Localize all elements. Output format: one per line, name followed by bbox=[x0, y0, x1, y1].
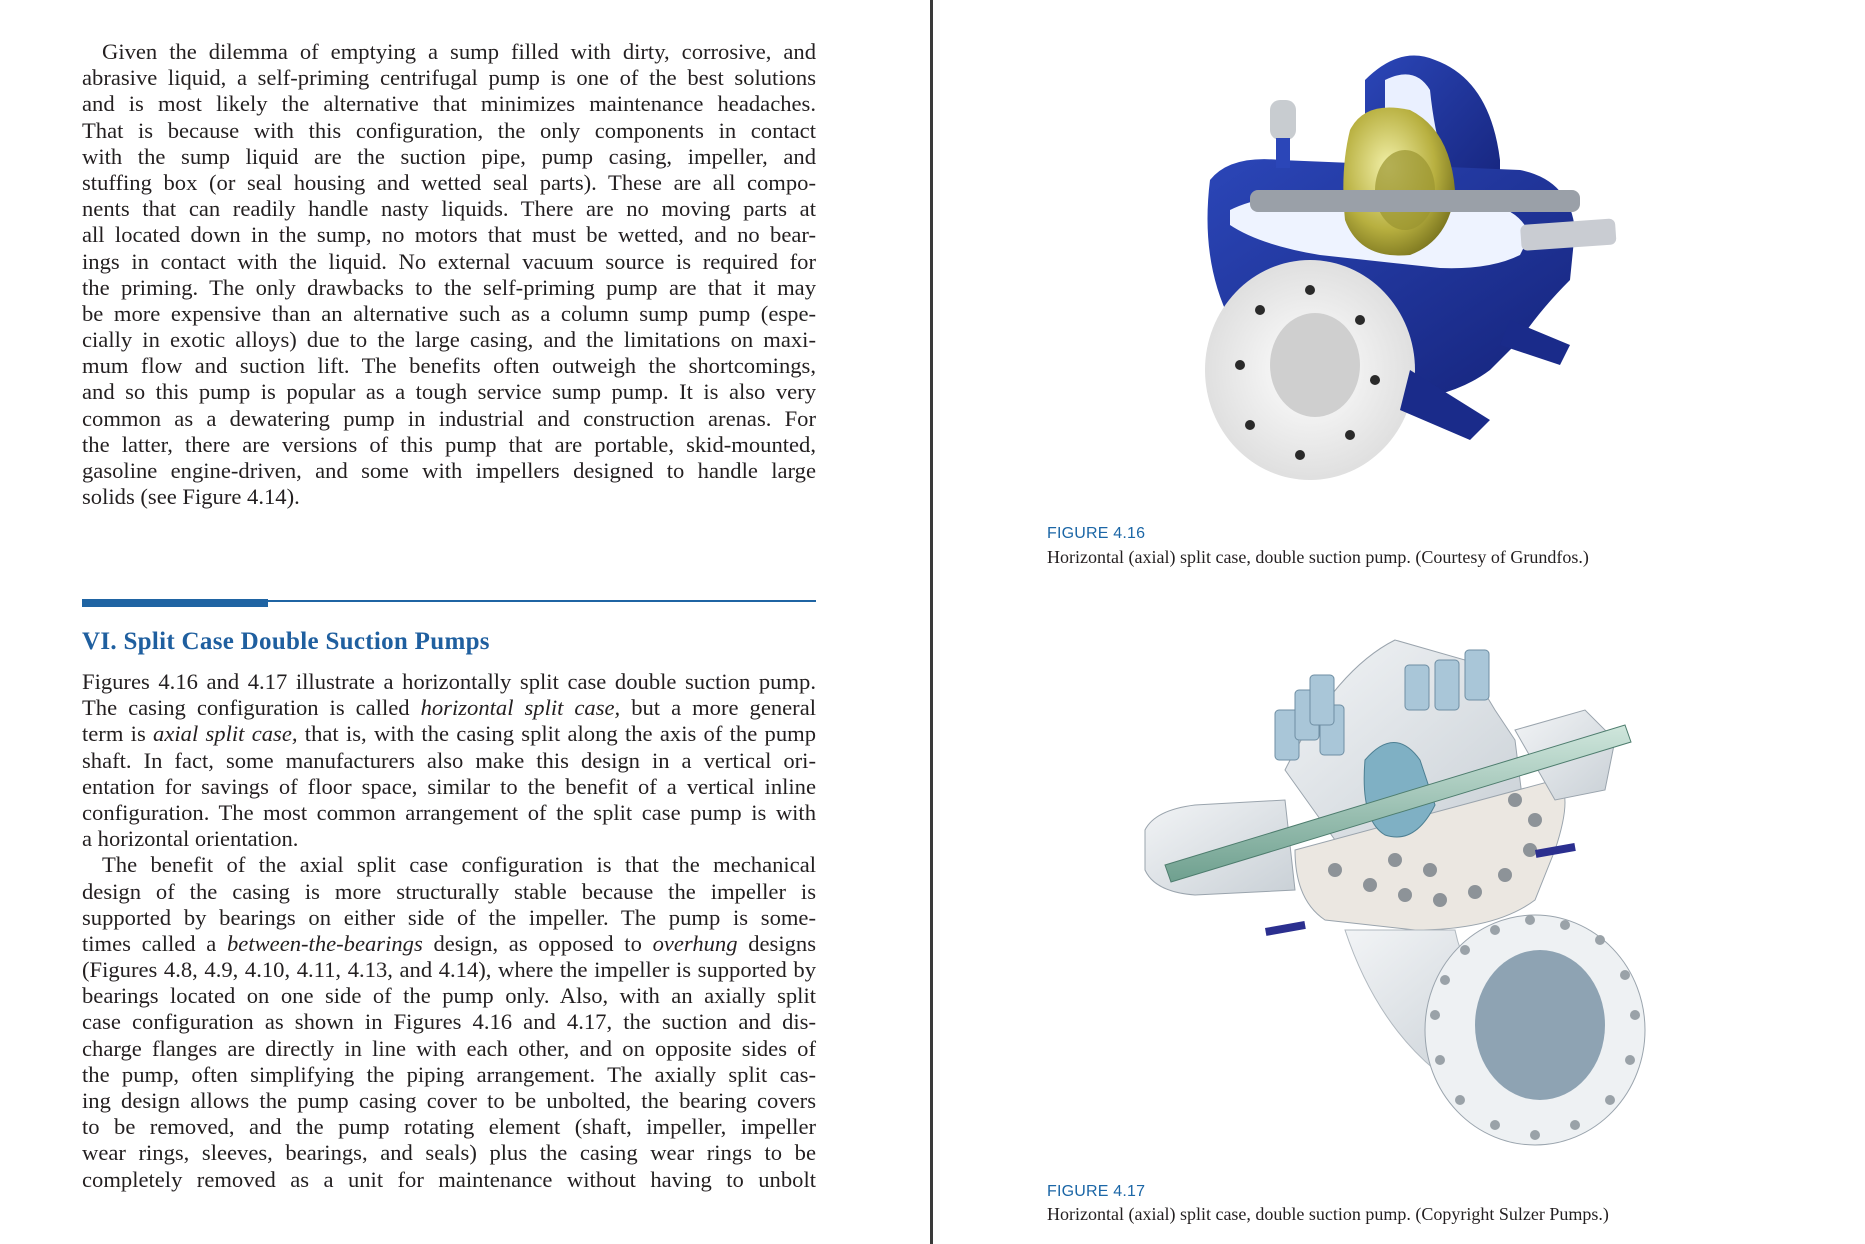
italic-term: axial split case, bbox=[153, 721, 298, 747]
text-line: Figures 4.16 and 4.17 illustrate a horizontally split case double suction pump. bbox=[82, 669, 816, 694]
italic-term: overhung bbox=[652, 930, 738, 956]
text-line: cially in exotic alloys) due to the large casing, and the limitations on maxi- bbox=[82, 327, 816, 353]
text-line: the latter, there are versions of this pump that are portable, skid-mounted, bbox=[82, 431, 816, 457]
text-line: the pump, often simplifying the piping arrangement. The axially split cas- bbox=[82, 1061, 816, 1087]
text-line: (Figures 4.8, 4.9, 4.10, 4.11, 4.13, and 4.14), where the impeller is supported by bbox=[82, 957, 816, 983]
text-line: That is because with this configuration, the only components in contact bbox=[82, 117, 816, 143]
text-line: The casing configuration is called horizontal split case, but a more general bbox=[82, 695, 817, 721]
text-line: case configuration as shown in Figures 4.16 and 4.17, the suction and dis- bbox=[82, 1009, 816, 1035]
section-heading: VI. Split Case Double Suction Pumps bbox=[82, 628, 490, 655]
text-line: shaft. In fact, some manufacturers also make this design in a vertical ori- bbox=[82, 747, 816, 773]
italic-term: horizontal split case, bbox=[420, 695, 621, 721]
figure-4-17-caption: Horizontal (axial) split case, double suction pump. (Copyright Sulzer Pumps.) bbox=[1047, 1204, 1609, 1224]
text-line: mum flow and suction lift. The benefits often outweigh the shortcomings, bbox=[82, 353, 816, 379]
figure-4-16-caption: Horizontal (axial) split case, double suction pump. (Courtesy of Grundfos.) bbox=[1047, 547, 1589, 567]
text-line: stuffing box (or seal housing and wetted seal parts). These are all compo- bbox=[82, 169, 816, 195]
text-line: times called a between-the-bearings design, as opposed to overhung designs bbox=[82, 930, 816, 956]
figure-4-16-image bbox=[1190, 40, 1640, 500]
page-gutter-divider bbox=[930, 0, 933, 1244]
text-line: all located down in the sump, no motors that must be wetted, and no bear- bbox=[82, 222, 816, 248]
text-line: solids (see Figure 4.14). bbox=[82, 484, 300, 510]
text-line: and so this pump is popular as a tough service sump pump. It is also very bbox=[82, 379, 816, 405]
text-line: the priming. The only drawbacks to the self-priming pump are that it may bbox=[82, 274, 816, 300]
text-line: configuration. The most common arrangement of the split case pump is with bbox=[82, 799, 816, 825]
text-line: wear rings, sleeves, bearings, and seals) plus the casing wear rings to be bbox=[82, 1140, 816, 1166]
text-line: bearings located on one side of the pump only. Also, with an axially split bbox=[82, 983, 816, 1009]
italic-term: between-the-bearings bbox=[227, 930, 423, 956]
text-line: gasoline engine-driven, and some with impellers designed to handle large bbox=[82, 458, 816, 483]
text-line: The benefit of the axial split case configuration is that the mechanical bbox=[102, 852, 816, 878]
text-line: charge flanges are directly in line with each other, and on opposite sides of bbox=[82, 1035, 816, 1061]
figure-4-16-label: FIGURE 4.16 bbox=[1047, 525, 1146, 542]
text-line: common as a dewatering pump in industrial and construction arenas. For bbox=[82, 405, 816, 431]
text-line: to be removed, and the pump rotating element (shaft, impeller, impeller bbox=[82, 1114, 816, 1140]
text-line: design of the casing is more structurally stable because the impeller is bbox=[82, 878, 816, 904]
text-line: be more expensive than an alternative such as a column sump pump (espe- bbox=[82, 300, 816, 326]
figure-4-17-image bbox=[1135, 630, 1715, 1160]
text-line: ings in contact with the liquid. No external vacuum source is required for bbox=[82, 248, 816, 274]
text-line: term is axial split case, that is, with the casing split along the axis of the pump bbox=[82, 721, 816, 747]
figure-4-17-label: FIGURE 4.17 bbox=[1047, 1183, 1146, 1200]
text-line: completely removed as a unit for maintenance without having to unbolt bbox=[82, 1166, 816, 1192]
pump-cutaway-drawing-illustration bbox=[1135, 630, 1715, 1160]
section-rule-accent bbox=[82, 599, 268, 607]
text-line: entation for savings of floor space, similar to the benefit of a vertical inline bbox=[82, 773, 816, 799]
text-line: nents that can readily handle nasty liquids. There are no moving parts at bbox=[82, 196, 816, 222]
section-body bbox=[82, 669, 816, 1193]
text-line: with the sump liquid are the suction pipe, pump casing, impeller, and bbox=[82, 143, 816, 169]
body-paragraph-self-priming bbox=[82, 39, 816, 510]
text-line: supported by bearings on either side of the impeller. The pump is some- bbox=[82, 904, 816, 930]
text-line: and is most likely the alternative that minimizes maintenance headaches. bbox=[82, 91, 816, 117]
text-line: Given the dilemma of emptying a sump filled with dirty, corrosive, and bbox=[102, 39, 816, 64]
text-line: a horizontal orientation. bbox=[82, 826, 299, 852]
pump-cutaway-blue-illustration bbox=[1190, 40, 1640, 500]
section-rule bbox=[268, 600, 816, 602]
text-line: abrasive liquid, a self-priming centrifugal pump is one of the best solutions bbox=[82, 65, 816, 91]
text-line: ing design allows the pump casing cover to be unbolted, the bearing covers bbox=[82, 1088, 816, 1113]
